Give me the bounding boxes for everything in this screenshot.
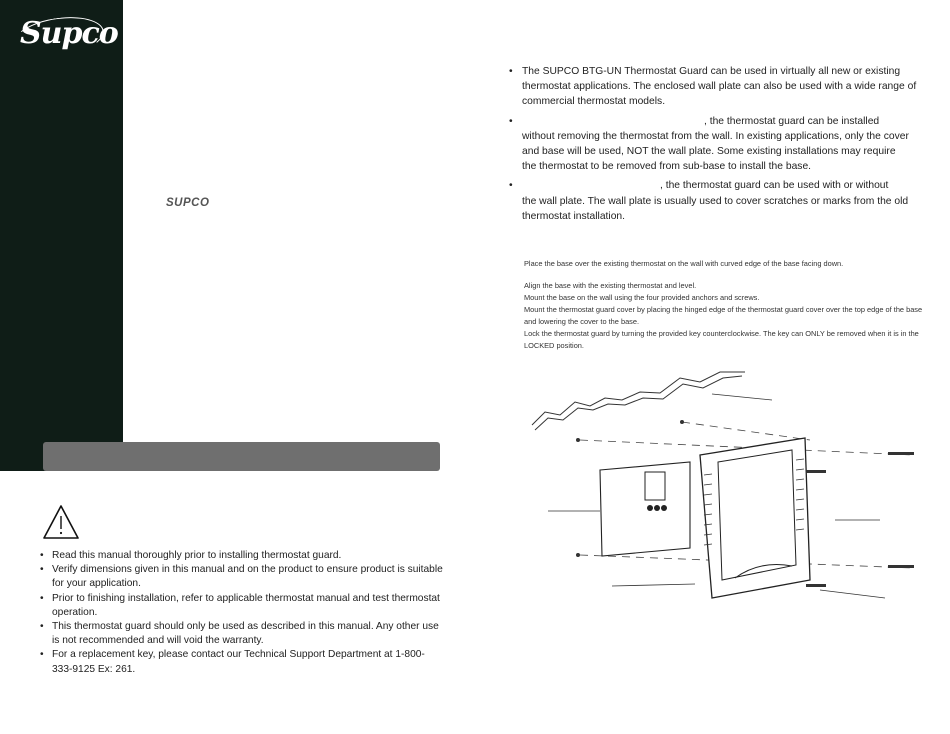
note-line: commercial thermostat models. [522, 96, 666, 108]
exploded-assembly-diagram [525, 360, 925, 610]
step-text: Align the base with the existing thermostat and level. [524, 281, 697, 290]
application-note [509, 178, 919, 224]
note-line: • , the thermostat guard can be installed [704, 115, 880, 127]
note-line: without removing the thermostat from the wall. In existing applications, only the cover [522, 130, 909, 142]
supco-logo: Supco [20, 16, 118, 51]
step-text: Mount the base on the wall using the four provided anchors and screws. [524, 293, 760, 302]
note-line: the wall plate. The wall plate is usually used to cover scratches or marks from the old [522, 195, 909, 207]
warning-triangle-icon [42, 504, 80, 540]
step-text: Place the base over the existing thermostat on the wall with curved edge of the base facing down. [524, 259, 844, 268]
brand-sidebar [0, 0, 123, 471]
precaution-item: • Verify dimensions given in this manual and on the product to ensure product is suitable for your application. [40, 563, 444, 591]
precaution-item: • For a replacement key, please contact our Technical Support Department at 1-800-333-9125 Ex: 261. [40, 648, 444, 676]
note-line: thermostat applications. The enclosed wall plate can also be used with a wide range of [522, 81, 917, 93]
brand-name: SUPCO [166, 197, 210, 209]
note-line: thermostat installation. [522, 210, 626, 222]
precaution-item: • Prior to finishing installation, refer to applicable thermostat manual and test thermostat operation. [40, 592, 444, 620]
precaution-item: • This thermostat guard should only be used as described in this manual. Any other use is not recommended and will void the warranty. [40, 620, 444, 648]
application-notes [509, 64, 919, 228]
precaution-item: • Read this manual thoroughly prior to installing thermostat guard. [40, 549, 444, 563]
note-line: the thermostat to be removed from sub-base to install the base. [522, 161, 812, 173]
application-note [509, 114, 919, 175]
step-text: Lock the thermostat guard by turning the provided key counterclockwise. The key can ONLY be removed when it is in the LOCKED position. [524, 329, 919, 350]
step-text: Mount the thermostat guard cover by placing the hinged edge of the thermostat guard cover over the top edge of the base and lowering the cover to the base. [524, 305, 923, 326]
section-header-bar [43, 442, 440, 471]
precautions-list [40, 549, 444, 677]
installation-steps [524, 258, 929, 352]
wall-plate-outline [532, 372, 745, 425]
application-note [509, 64, 919, 110]
note-line: • , the thermostat guard can be used with or without [660, 180, 889, 192]
note-line: • The SUPCO BTG-UN Thermostat Guard can be used in virtually all new or existing [522, 66, 901, 77]
note-line: and base will be used, NOT the wall plate. Some existing installations may require [522, 146, 896, 158]
